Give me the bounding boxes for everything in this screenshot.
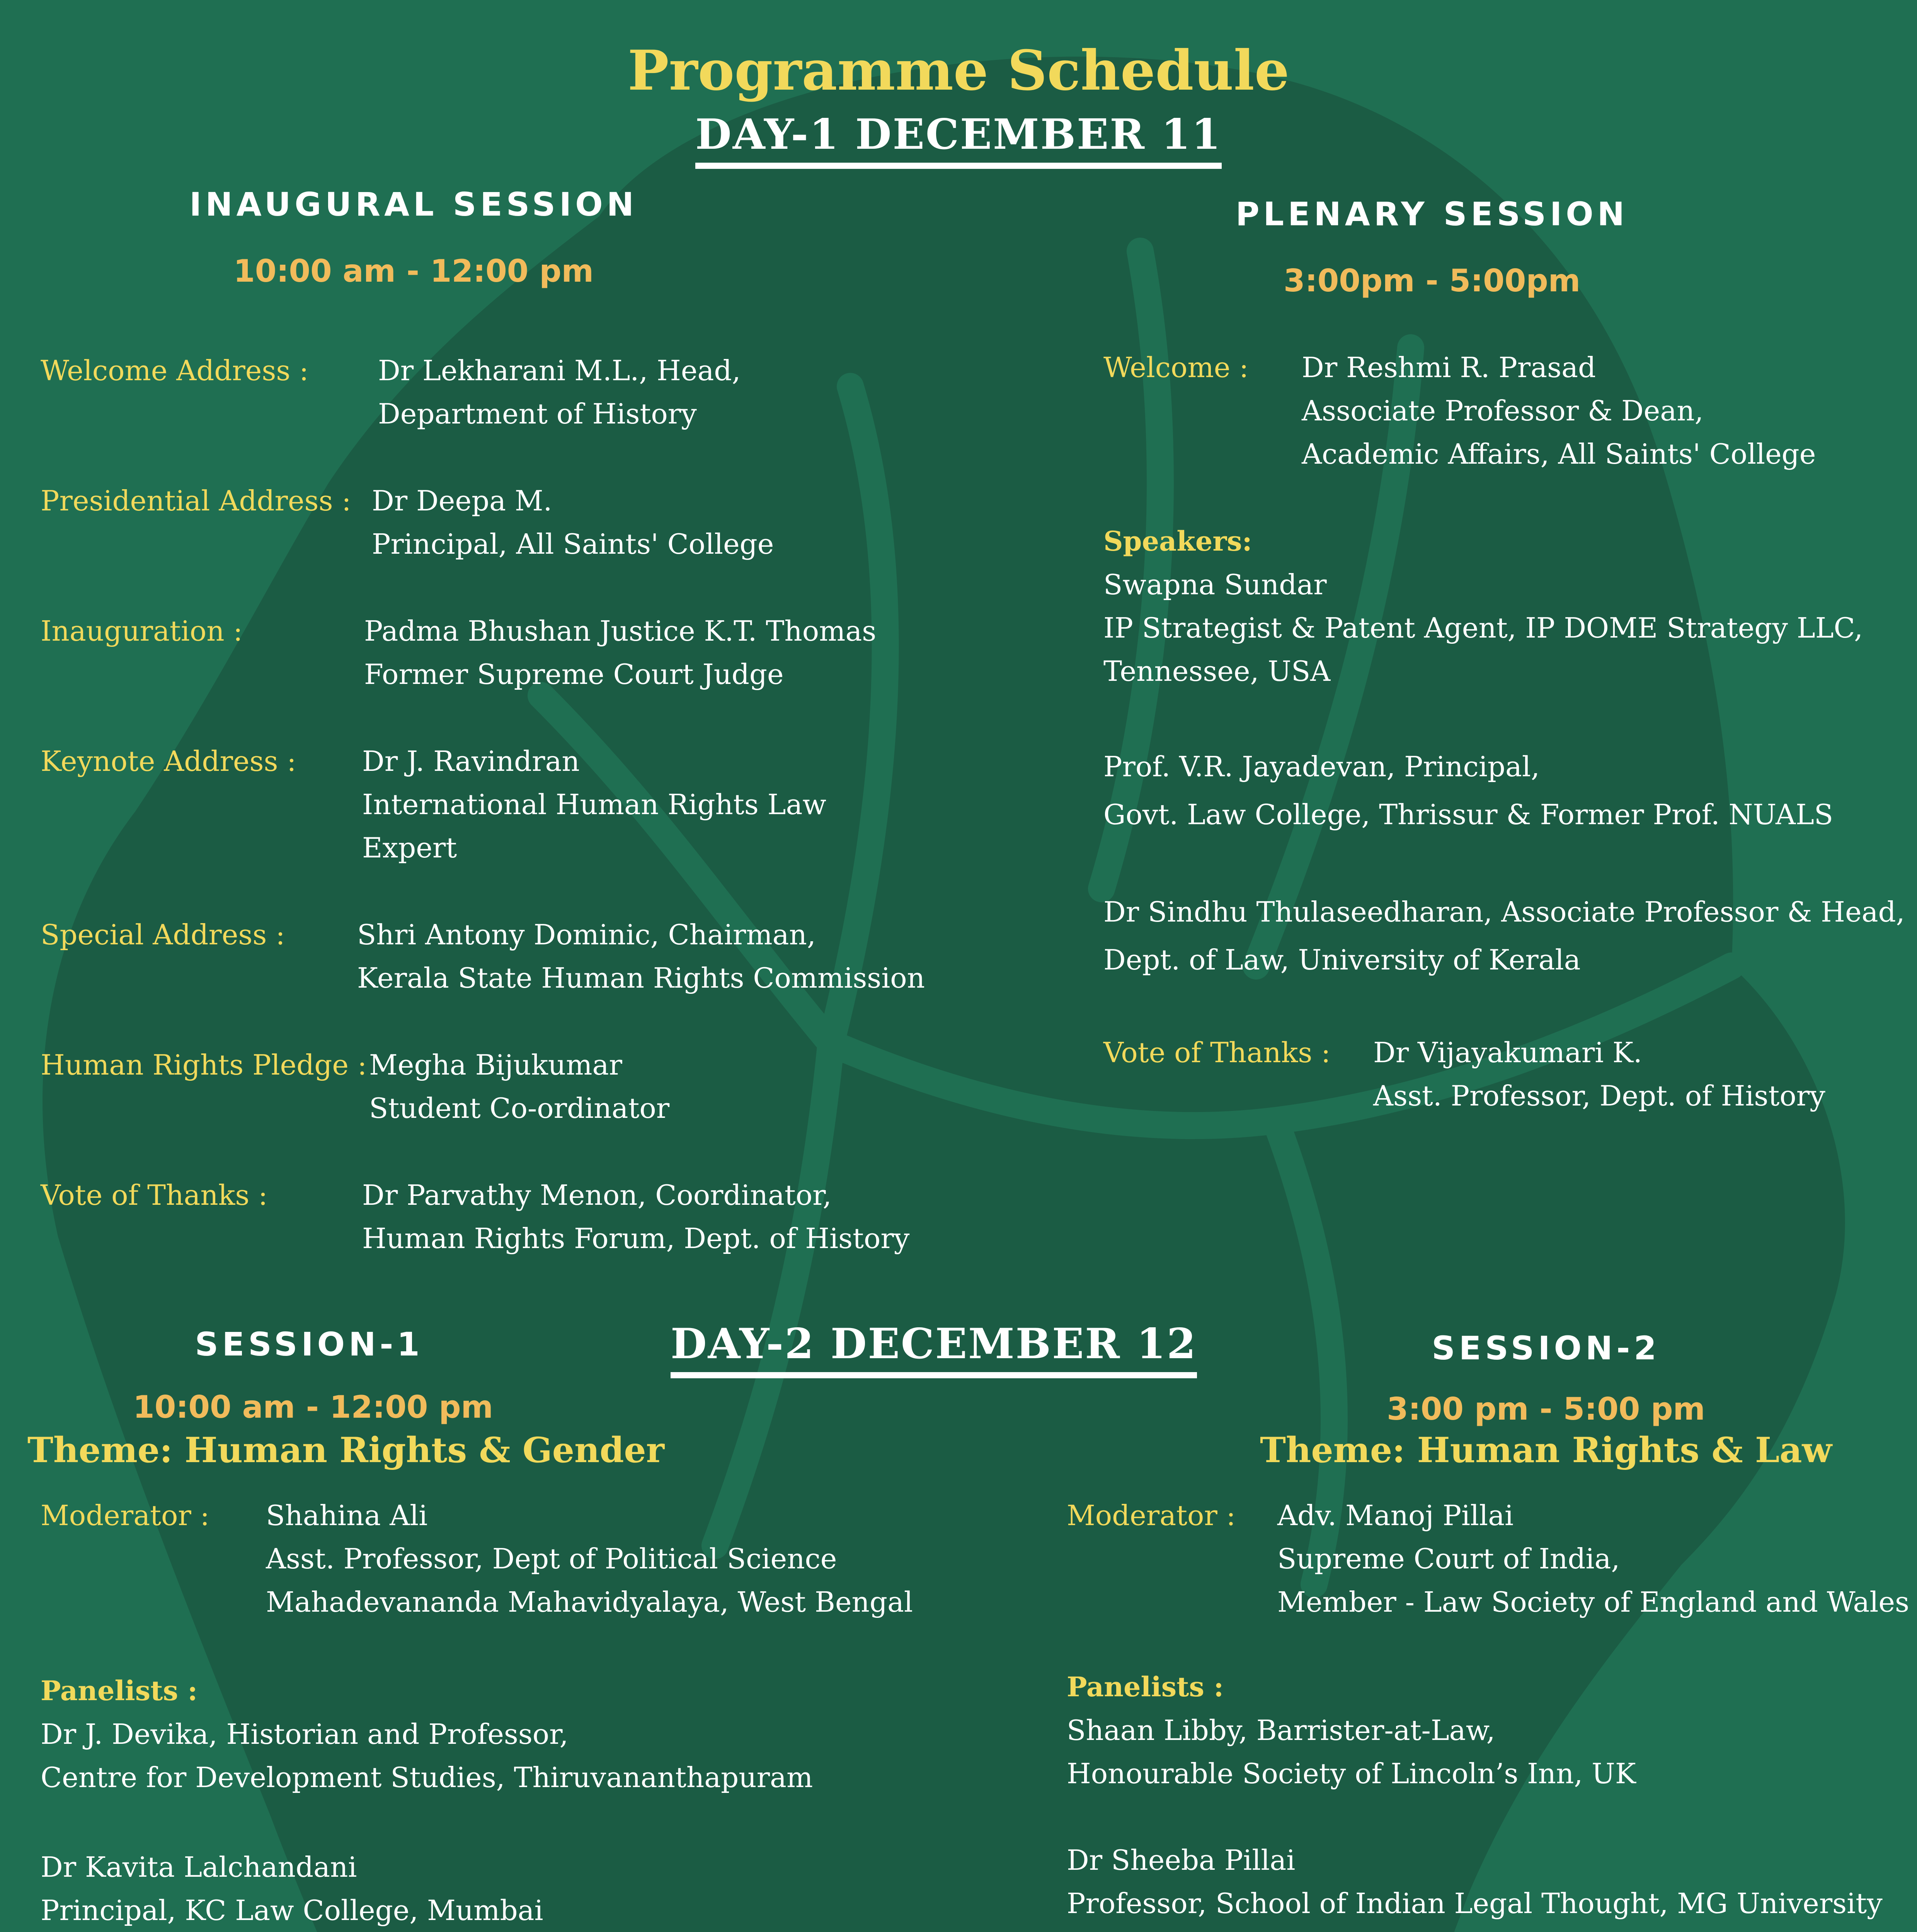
presidential-address-value: Dr Deepa M. Principal, All Saints' College [372, 485, 774, 560]
human-rights-pledge-value: Megha Bijukumar Student Co-ordinator [369, 1049, 670, 1124]
session2-panelist-2: Dr Sheeba Pillai Professor, School of Indian Legal Thought, MG University [1067, 1844, 1883, 1920]
inauguration-label: Inauguration : [41, 615, 243, 647]
session2-title: SESSION-2 [1432, 1329, 1660, 1367]
welcome-address-value: Dr Lekharani M.L., Head, Department of History [378, 354, 741, 430]
plenary-welcome-value: Dr Reshmi R. Prasad Associate Professor & Dean, Academic Affairs, All Saints' College [1302, 351, 1816, 470]
plenary-vote-of-thanks-value: Dr Vijayakumari K. Asst. Professor, Dept. of History [1373, 1036, 1825, 1112]
session2-panelist-1: Shaan Libby, Barrister-at-Law, Honourable Society of Lincoln’s Inn, UK [1067, 1714, 1636, 1790]
session1-theme: Theme: Human Rights & Gender [27, 1430, 665, 1471]
session2-panelists-label: Panelists : [1067, 1671, 1224, 1703]
plenary-vote-of-thanks-label: Vote of Thanks : [1103, 1036, 1331, 1069]
session2-time: 3:00 pm - 5:00 pm [1387, 1391, 1705, 1427]
day1-heading: DAY-1 DECEMBER 11 [695, 110, 1222, 169]
presidential-address-label: Presidential Address : [41, 485, 351, 517]
session1-time: 10:00 am - 12:00 pm [133, 1389, 493, 1425]
plenary-session-time: 3:00pm - 5:00pm [1283, 263, 1581, 299]
session1-panelist-2: Dr Kavita Lalchandani Principal, KC Law College, Mumbai [41, 1851, 543, 1927]
session2-moderator-label: Moderator : [1067, 1499, 1236, 1532]
plenary-welcome-label: Welcome : [1103, 351, 1249, 384]
keynote-address-label: Keynote Address : [41, 745, 296, 777]
inauguration-value: Padma Bhushan Justice K.T. Thomas Former Supreme Court Judge [364, 615, 877, 690]
page-title: Programme Schedule [627, 39, 1290, 103]
speaker-1: Swapna Sundar IP Strategist & Patent Agent, IP DOME Strategy LLC, Tennessee, USA [1103, 568, 1863, 687]
inaugural-session-time: 10:00 am - 12:00 pm [233, 253, 594, 289]
speakers-label: Speakers: [1103, 525, 1252, 557]
session2-theme: Theme: Human Rights & Law [1260, 1430, 1832, 1471]
day1-vote-of-thanks-value: Dr Parvathy Menon, Coordinator, Human Rights Forum, Dept. of History [362, 1179, 910, 1255]
day1-vote-of-thanks-label: Vote of Thanks : [41, 1179, 268, 1211]
welcome-address-label: Welcome Address : [41, 354, 309, 387]
plenary-session-title: PLENARY SESSION [1235, 195, 1628, 233]
inaugural-session-title: INAUGURAL SESSION [189, 185, 638, 223]
special-address-value: Shri Antony Dominic, Chairman, Kerala State Human Rights Commission [357, 918, 925, 994]
special-address-label: Special Address : [41, 918, 285, 951]
speaker-3: Dr Sindhu Thulaseedharan, Associate Professor & Head, Dept. of Law, University of Kerala [1103, 896, 1905, 976]
session1-moderator-value: Shahina Ali Asst. Professor, Dept of Political Science Mahadevananda Mahavidyalaya, West Bengal [266, 1499, 913, 1618]
day1-heading-wrap [0, 110, 1917, 169]
session1-panelist-1: Dr J. Devika, Historian and Professor, Centre for Development Studies, Thiruvananthapuram [41, 1718, 813, 1794]
session1-panelists-label: Panelists : [41, 1675, 198, 1707]
session1-moderator-label: Moderator : [41, 1499, 209, 1532]
session2-moderator-value: Adv. Manoj Pillai Supreme Court of India, Member - Law Society of England and Wales [1277, 1499, 1909, 1618]
day2-heading: DAY-2 DECEMBER 12 [671, 1320, 1197, 1378]
day2-heading-wrap [671, 1320, 1197, 1378]
keynote-address-value: Dr J. Ravindran International Human Rights Law Expert [362, 745, 827, 864]
speaker-2: Prof. V.R. Jayadevan, Principal, Govt. Law College, Thrissur & Former Prof. NUALS [1103, 750, 1834, 831]
human-rights-pledge-label: Human Rights Pledge : [41, 1049, 367, 1081]
session1-title: SESSION-1 [195, 1325, 424, 1363]
